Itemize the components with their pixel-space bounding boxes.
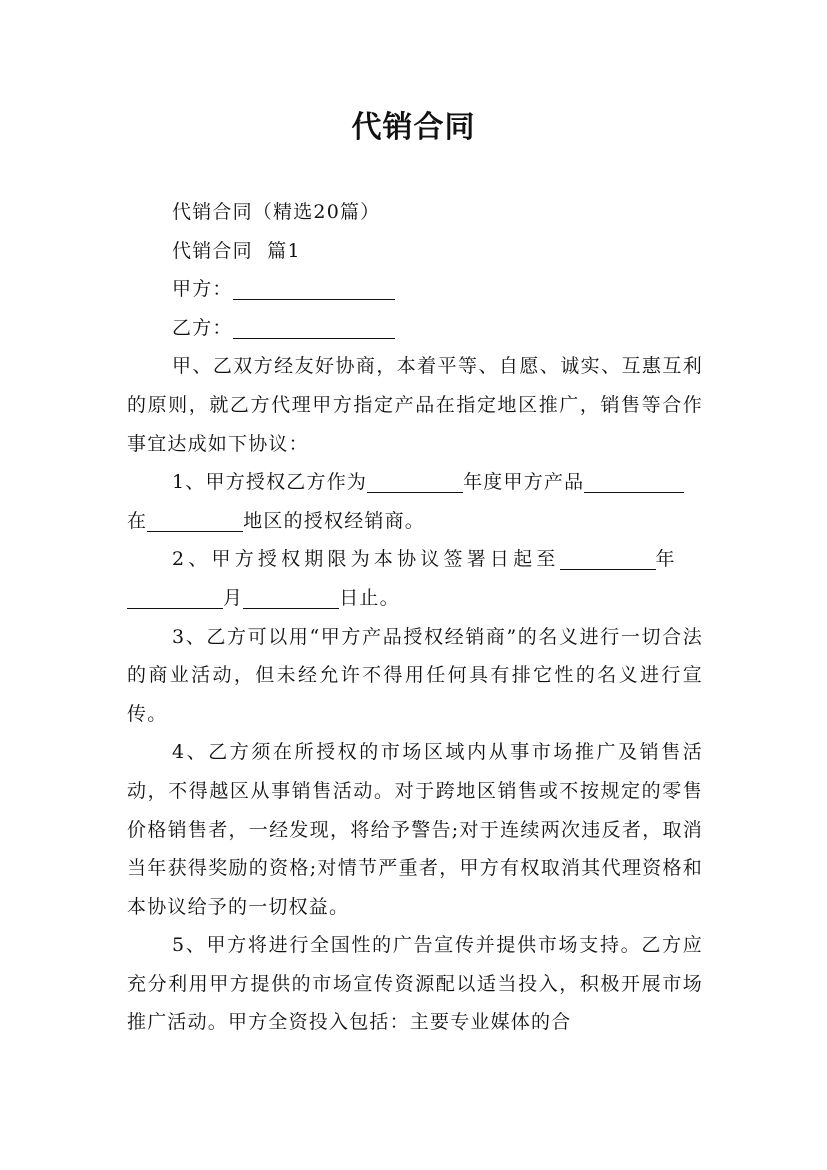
clause-4-paragraph: 4、乙方须在所授权的市场区域内从事市场推广及销售活动，不得越区从事销售活动。对于跨地区销售或不按规定的零售价格销售者，一经发现，将给予警告;对于连续两次违反者，取消当年获得奖励的资格;对情节严重者，甲方有权取消其代理资格和本协议给予的一切权益。 <box>127 741 703 918</box>
clause-2-blank-month <box>127 588 223 609</box>
intro-paragraph: 甲、乙双方经友好协商，本着平等、自愿、诚实、互惠互利的原则，就乙方代理甲方指定产品在指定地区推广，销售等合作事宜达成如下协议： <box>127 355 703 455</box>
clause-2-blank-year <box>560 549 656 570</box>
section-heading: 代销合同 篇1 <box>172 239 301 262</box>
clause-1-blank-product <box>584 472 684 493</box>
clause-2-blank-day <box>243 588 339 609</box>
party-a-line <box>127 270 703 309</box>
clause-2-text-b: 年 <box>655 548 679 571</box>
clause-3-paragraph: 3、乙方可以用“甲方产品授权经销商”的名义进行一切合法的商业活动，但未经允许不得用任何具有排它性的名义进行宣传。 <box>127 625 703 725</box>
party-b-blank <box>233 318 395 339</box>
clause-1-blank-year <box>367 472 463 493</box>
party-a-label: 甲方： <box>172 278 233 301</box>
clause-5-paragraph: 5、甲方将进行全国性的广告宣传并提供市场支持。乙方应充分利用甲方提供的市场宣传资源配以适当投入，积极开展市场推广活动。甲方全资投入包括：主要专业媒体的合 <box>127 934 703 1034</box>
party-b-line <box>127 309 703 348</box>
document-subtitle: 代销合同（精选20篇） <box>172 201 381 223</box>
document-title: 代销合同 <box>351 110 476 145</box>
clause-1-text-a: 1、甲方授权乙方作为 <box>172 471 368 494</box>
clause-1-line-1 <box>127 463 703 502</box>
party-a-blank <box>233 279 395 300</box>
clause-2-text-c: 月 <box>223 586 244 609</box>
clause-1-blank-region <box>147 511 243 532</box>
clause-1-text-d: 地区的授权经销商。 <box>243 509 426 532</box>
clause-1-line-2 <box>127 502 703 541</box>
party-b-label: 乙方： <box>172 316 233 339</box>
clause-1-text-b: 年度甲方产品 <box>463 471 585 494</box>
clause-2-text-a: 2、甲方授权期限为本协议签署日起至 <box>172 548 560 571</box>
clause-2-text-d: 日止。 <box>339 586 400 609</box>
clause-2-line-1 <box>127 540 703 579</box>
clause-1-text-c: 在 <box>127 509 148 532</box>
clause-2-line-2 <box>127 579 703 618</box>
document-body <box>127 193 703 1042</box>
